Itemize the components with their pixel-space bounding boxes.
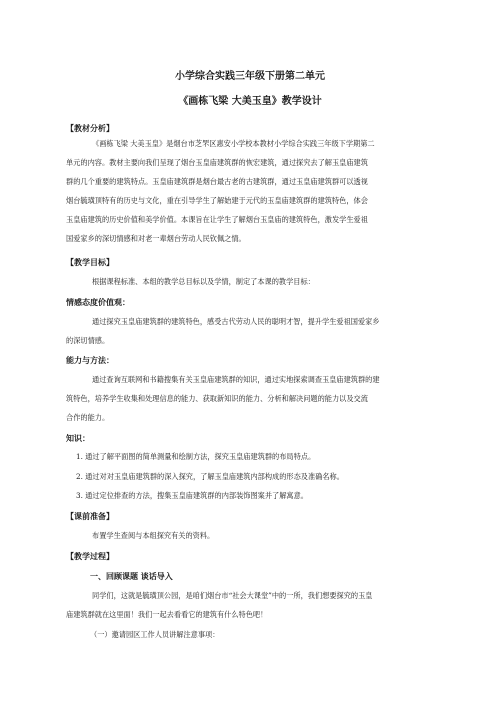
section-heading-analysis: 【教材分析】: [66, 123, 114, 133]
paragraph-line: （一）邀请园区工作人员讲解注意事项：: [90, 630, 220, 639]
list-item: 1. 通过了解平面图的简单测量和绘制方法，探究玉皇庙建筑群的布局特点。: [76, 452, 316, 461]
paragraph-line: 根据课程标准、本组的教学总目标以及学情，制定了本课的教学目标：: [92, 277, 315, 286]
doc-title-line1: 小学综合实践三年级下册第二单元: [175, 71, 325, 82]
paragraph-line: 单元的内容。教材主要向我们呈现了烟台玉皇庙建筑群的恢宏建筑，通过探究去了解玉皇庙建筑: [66, 158, 368, 167]
section-heading-goals: 【教学目标】: [66, 257, 114, 267]
paragraph-line: 玉皇庙建筑的历史价值和美学价值。本课旨在让学生了解烟台玉皇庙的建筑特色，激发学生爱祖: [66, 215, 368, 224]
doc-title-line2: 《画栋飞梁 大美玉皇》教学设计: [178, 96, 322, 107]
subheading-emotion: 情感态度价值观：: [66, 297, 130, 307]
paragraph-line: 同学们，这就是毓璜顶公园，是咱们烟台市“社会大课堂”中的一所，我们想要探究的玉皇: [92, 591, 373, 600]
section-heading-prep: 【课前准备】: [66, 511, 114, 521]
paragraph-line: 合作的能力。: [66, 413, 110, 422]
paragraph-line: 通过查询互联网和书籍搜集有关玉皇庙建筑群的知识，通过实地探索调查玉皇庙建筑群的建: [92, 375, 380, 384]
paragraph-line: 通过探究玉皇庙建筑群的建筑特色，感受古代劳动人民的聪明才智，提升学生爱祖国爱家乡: [92, 317, 380, 326]
paragraph-line: 烟台毓璜顶特有的历史与文化，重在引导学生了解始建于元代的玉皇庙建筑群的建筑特色，体会: [66, 196, 368, 205]
paragraph-line: 布置学生查阅与本组探究有关的资料。: [92, 531, 215, 540]
paragraph-line: 庙建筑群就在这里面！我们一起去看看它的建筑有什么特色吧！: [66, 610, 268, 619]
paragraph-line: 筑特色，培养学生收集和处理信息的能力、获取新知识的能力、分析和解决问题的能力以及交流: [66, 394, 368, 403]
paragraph-line: 国爱家乡的深切情感和对老一辈烟台劳动人民钦佩之情。: [66, 234, 246, 243]
subheading-ability: 能力与方法：: [66, 355, 114, 365]
paragraph-line: 群的几个重要的建筑特点。玉皇庙建筑群是烟台最古老的古建筑群，通过玉皇庙建筑群可以透视: [66, 177, 368, 186]
subheading-knowledge: 知识：: [66, 433, 90, 443]
paragraph-line: 《画栋飞梁 大美玉皇》是烟台市芝罘区惠安小学校本教材小学综合实践三年级下学期第二: [92, 139, 375, 148]
list-item: 3. 通过定位排查的方法，搜集玉皇庙建筑群的内部装饰图案并了解寓意。: [76, 491, 308, 500]
paragraph-line: 的深切情感。: [66, 336, 110, 345]
step-heading: 一、回顾课题 谈话导入: [90, 571, 173, 581]
list-item: 2. 通过对对玉皇庙建筑群的深入探究，了解玉皇庙建筑内部构成的形态及准确名称。: [76, 472, 344, 481]
section-heading-process: 【教学过程】: [66, 551, 114, 561]
